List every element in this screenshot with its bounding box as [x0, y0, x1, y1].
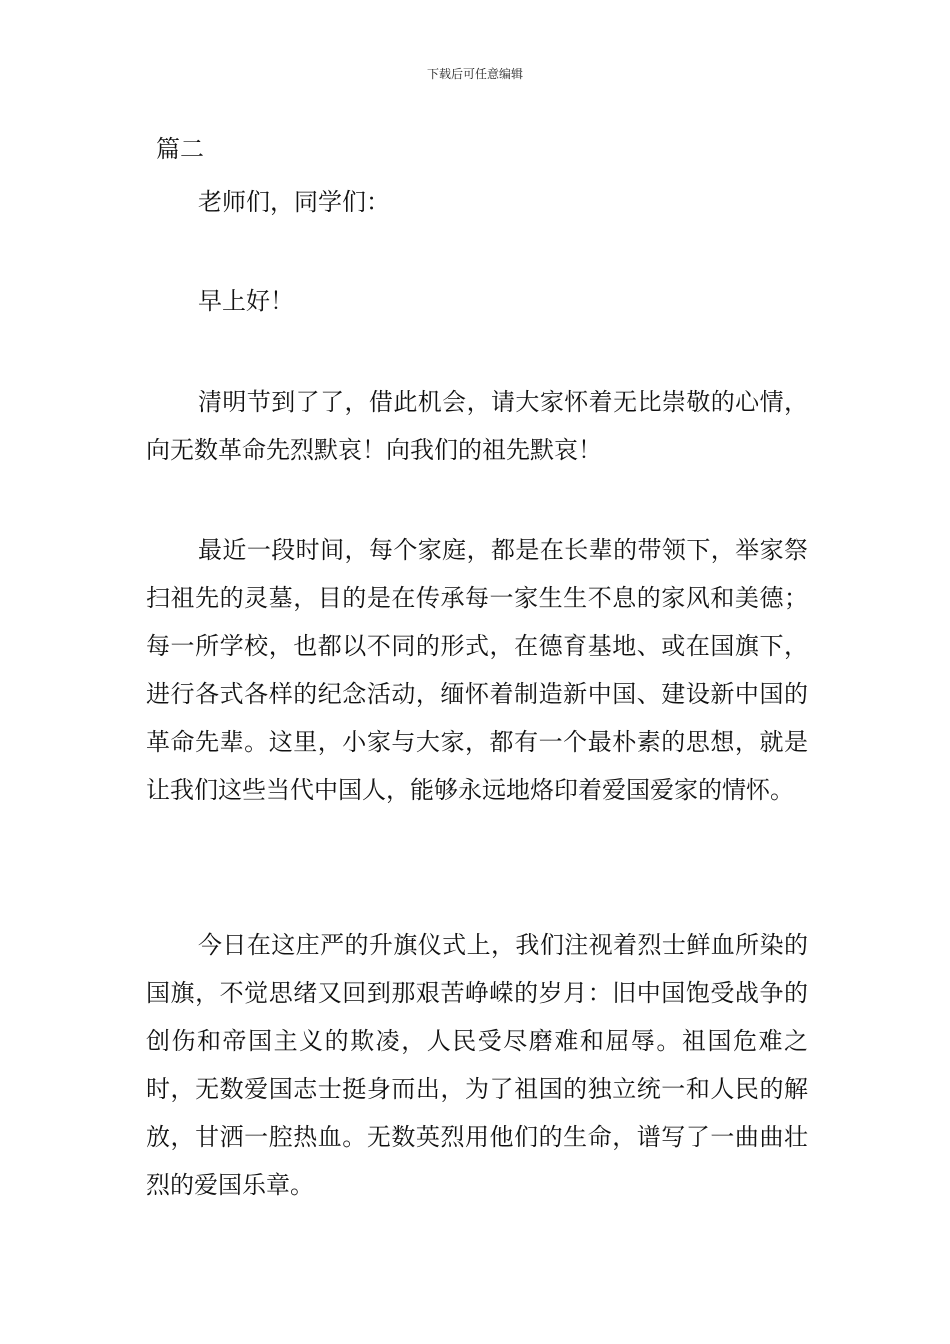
- page-header-note: 下载后可任意编辑: [426, 67, 523, 81]
- paragraph-qingming: 清明节到了了，借此机会，请大家怀着无比崇敬的心情，向无数革命先烈默哀！向我们的祖先默哀！: [146, 388, 808, 464]
- section-title: 篇二: [156, 135, 204, 163]
- paragraph-family-school: 最近一段时间，每个家庭，都是在长辈的带领下，举家祭扫祖先的灵墓，目的是在传承每一家生生不息的家风和美德；每一所学校，也都以不同的形式，在德育基地、或在国旗下，进行各式各样的纪念活动，缅怀着制造新中国、建设新中国的革命先辈。这里，小家与大家，都有一个最朴素的思想，就是让我们这些当代中国人，能够永远地烙印着爱国爱家的情怀。: [146, 536, 808, 804]
- paragraph-flag-ceremony: 今日在这庄严的升旗仪式上，我们注视着烈士鲜血所染的国旗，不觉思绪又回到那艰苦峥嵘的岁月：旧中国饱受战争的创伤和帝国主义的欺凌，人民受尽磨难和屈辱。祖国危难之时，无数爱国志士挺身而出，为了祖国的独立统一和人民的解放，甘洒一腔热血。无数英烈用他们的生命，谱写了一曲曲壮烈的爱国乐章。: [146, 931, 808, 1199]
- morning-greeting: 早上好！: [198, 287, 294, 315]
- greeting-line: 老师们，同学们：: [198, 188, 390, 216]
